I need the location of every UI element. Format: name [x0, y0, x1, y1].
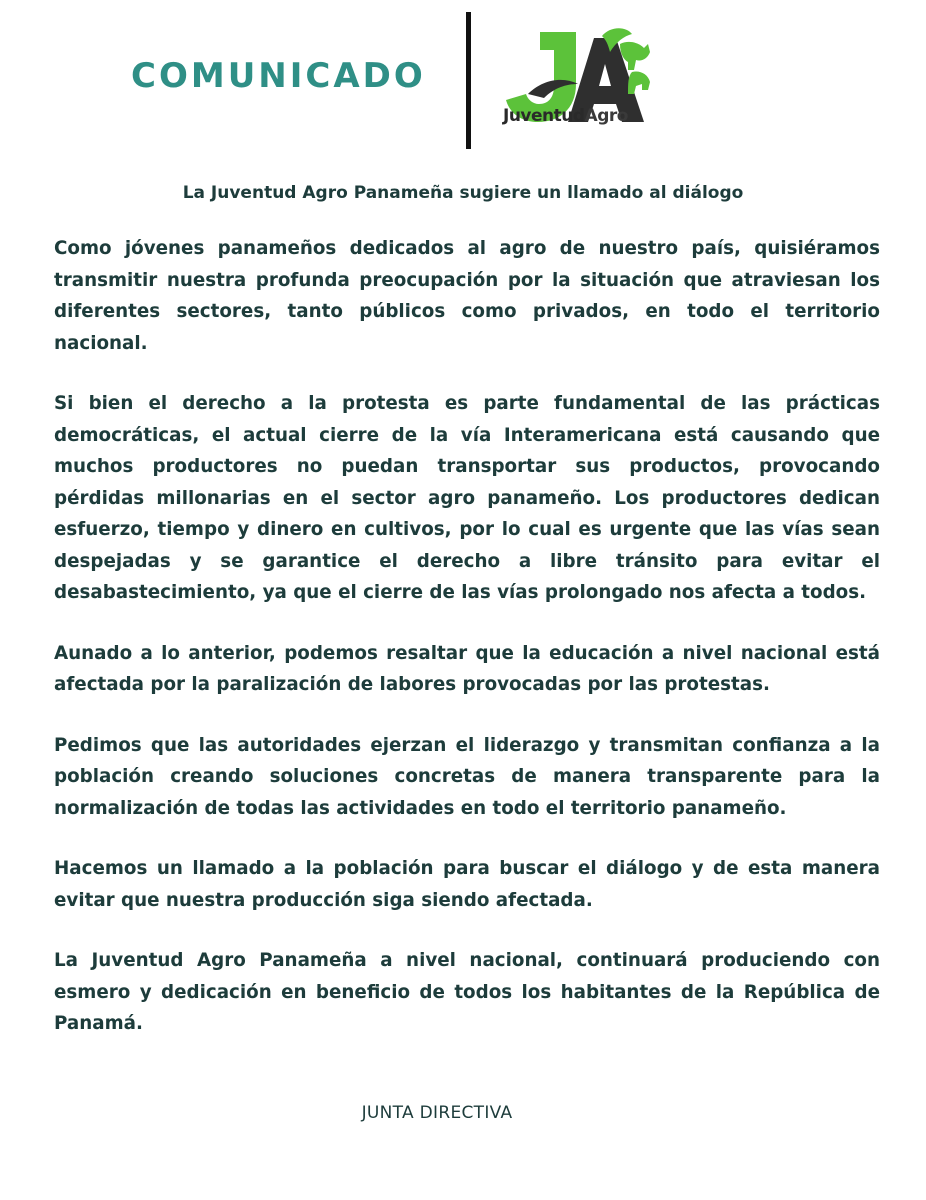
paragraph-4: Pedimos que las autoridades ejerzan el liderazgo y transmitan confianza a la población creando soluciones concretas de manera transparente para la normalización de todas las actividades en todo el territorio panameño. [54, 734, 880, 819]
document-body [54, 233, 880, 1040]
header-divider [466, 12, 471, 149]
paragraph-3: Aunado a lo anterior, podemos resaltar que la educación a nivel nacional está afectada por la paralización de labores provocadas por las protestas. [54, 642, 880, 695]
document-subtitle: La Juventud Agro Panameña sugiere un llamado al diálogo [182, 183, 744, 203]
paragraph-6: La Juventud Agro Panameña a nivel nacional, continuará produciendo con esmero y dedicación en beneficio de todos los habitantes de la República de Panamá. [54, 950, 880, 1034]
header-title: COMUNICADO [131, 56, 426, 96]
paragraph-5: Hacemos un llamado a la población para buscar el diálogo y de esta manera evitar que nuestra producción siga siendo afectada. [54, 858, 880, 911]
paragraph-1: Como jóvenes panameños dedicados al agro de nuestro país, quisiéramos transmitir nuestra profunda preocupación por la situación que atraviesan los diferentes sectores, tanto públicos como privados, en todo el territorio nacional. [54, 238, 880, 354]
logo-wordmark-juventud: Juventud [503, 106, 585, 126]
signature: JUNTA DIRECTIVA [361, 1103, 513, 1123]
paragraph-2: Si bien el derecho a la protesta es parte fundamental de las prácticas democráticas, el actual cierre de la vía Interamericana está causando que muchos productores no puedan transportar sus productos, provocando pérdidas millonarias en el sector agro panameño. Los productores dedican esfuerzo, tiempo y dinero en cultivos, por lo cual es urgente que las vías sean despejadas y se garantice el derecho a libre tránsito para evitar el desabastecimiento, ya que el cierre de las vías prolongado nos afecta a todos. [54, 393, 880, 603]
logo-wordmark [503, 106, 628, 126]
logo-wordmark-agro: Agro [584, 106, 628, 126]
